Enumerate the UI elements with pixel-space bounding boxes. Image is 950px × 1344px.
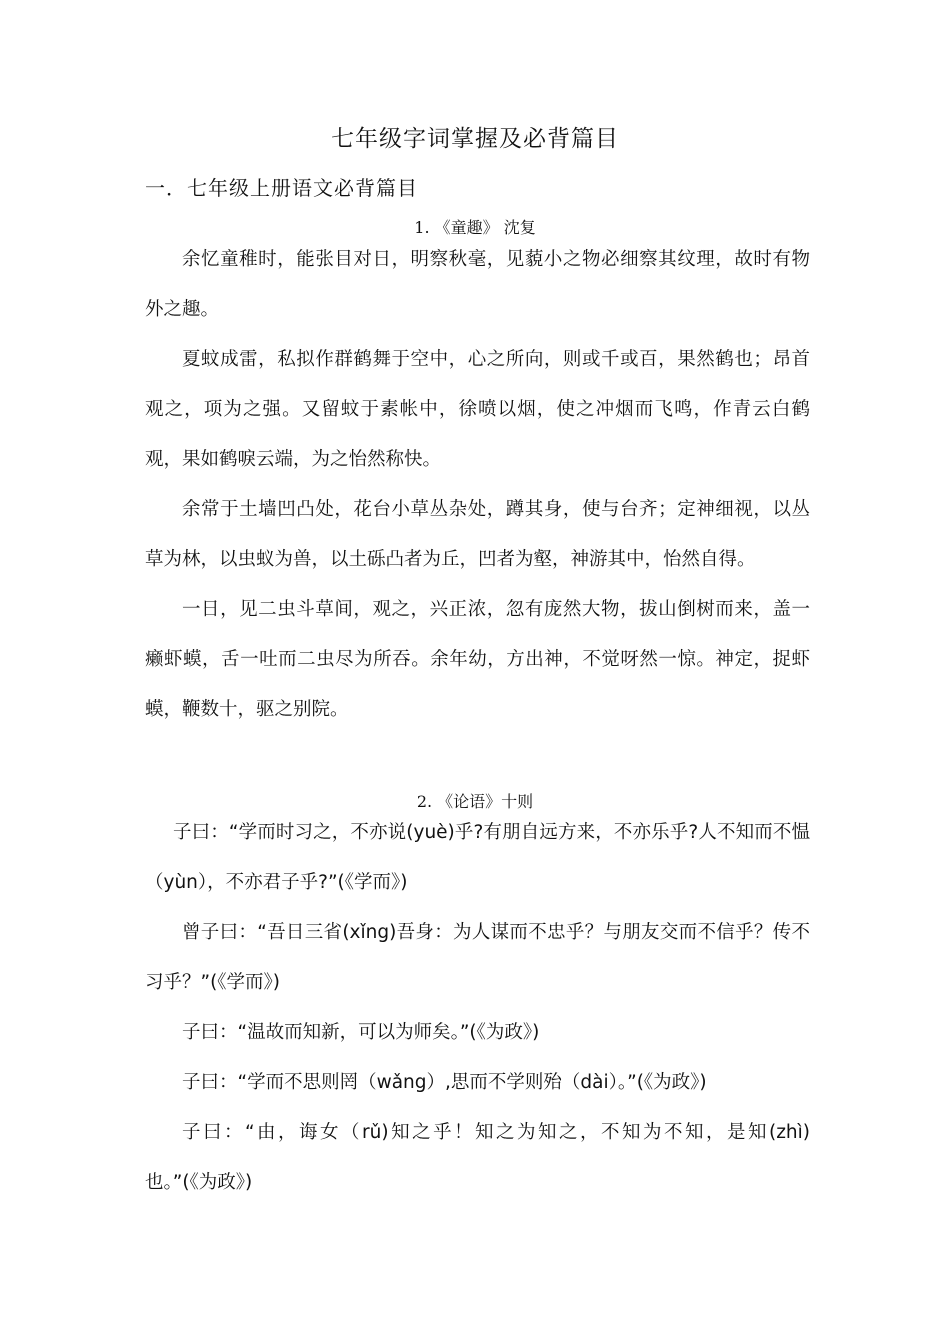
document-title: 七年级字词掌握及必背篇目 [331, 126, 619, 152]
paragraph: 余忆童稚时，能张目对日，明察秋毫，见藐小之物必细察其纹理，故时有物外之趣。 [145, 249, 810, 320]
section-heading: 一．七年级上册语文必背篇目 [145, 176, 418, 200]
paragraph: 一日，见二虫斗草间，观之，兴正浓，忽有庞然大物，拔山倒树而来，盖一癞虾蟆，舌一吐而二虫尽为所吞。余年幼，方出神，不觉呀然一惊。神定，捉虾蟆，鞭数十，驱之别院。 [145, 599, 810, 720]
quote-paragraph: 子曰：“温故而知新，可以为师矣。”(《为政》) [182, 1022, 540, 1043]
piece-title-tongqu: 1. 《童趣》 沈复 [414, 218, 536, 237]
piece-title-lunyu: 2. 《论语》十则 [416, 792, 534, 811]
quote-paragraph: 曾子曰：“吾日三省(xǐng)吾身：为人谋而不忠乎？与朋友交而不信乎？传不习乎？”(《学而》) [145, 922, 810, 993]
quote-paragraph: 子曰：“学而不思则罔（wǎng）,思而不学则殆（dài）。”(《为政》) [182, 1072, 707, 1093]
paragraph: 夏蚊成雷，私拟作群鹤舞于空中，心之所向，则或千或百，果然鹤也；昂首观之，项为之强。又留蚊于素帐中，徐喷以烟，使之冲烟而飞鸣，作青云白鹤观，果如鹤唳云端，为之怡然称快。 [145, 349, 810, 470]
paragraph: 余常于土墙凹凸处，花台小草丛杂处，蹲其身，使与台齐；定神细视，以丛草为林，以虫蚁为兽，以土砾凸者为丘，凹者为壑，神游其中，怡然自得。 [145, 499, 810, 570]
quote-paragraph: 子曰：“学而时习之，不亦说(yuè)乎?有朋自远方来，不亦乐乎?人不知而不愠（yùn），不亦君子乎?”(《学而》) [145, 822, 810, 893]
quote-paragraph: 子曰：“由，诲女（rǔ)知之乎！知之为知之，不知为不知，是知(zhì)也。”(《为政》) [145, 1122, 810, 1193]
